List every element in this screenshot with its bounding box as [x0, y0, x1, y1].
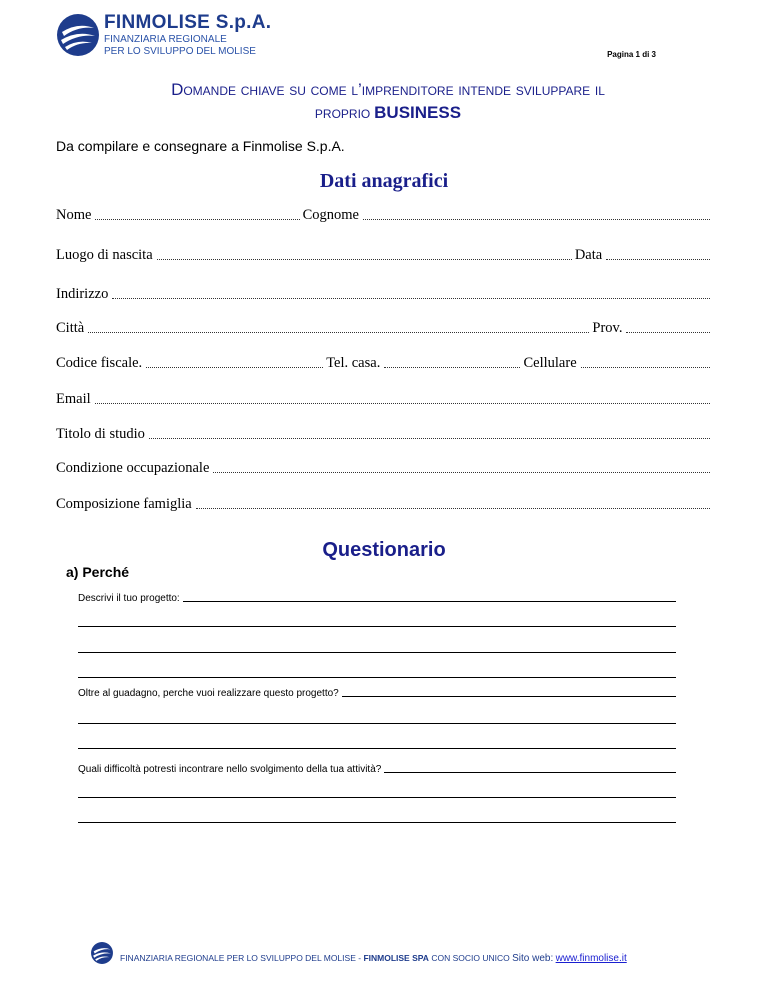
footer-site-label: Sito web: — [512, 953, 554, 964]
famiglia-label: Composizione famiglia — [56, 496, 192, 512]
answer-1-line[interactable] — [183, 601, 676, 602]
question-1-label: Descrivi il tuo progetto: — [78, 593, 180, 604]
indirizzo-label: Indirizzo — [56, 286, 109, 302]
condizione-label: Condizione occupazionale — [56, 460, 210, 476]
footer-spa: FINMOLISE SPA — [363, 953, 429, 963]
footer-text: FINANZIARIA REGIONALE PER LO SVILUPPO DEL MOLISE - — [120, 953, 362, 963]
row-condizione — [56, 457, 713, 477]
question-3 — [78, 759, 676, 775]
company-logo — [56, 12, 100, 58]
row-citta-prov — [56, 317, 713, 337]
logo-name: FINMOLISE S.p.A. — [104, 12, 272, 33]
question-3-label: Quali difficoltà potresti incontrare nello svolgimento della tua attività? — [78, 764, 382, 775]
answer-line[interactable] — [78, 822, 676, 823]
condizione-field[interactable] — [213, 471, 710, 473]
section-a-heading: a) Perché — [66, 564, 130, 580]
row-email — [56, 388, 713, 408]
answer-line[interactable] — [78, 677, 676, 678]
email-label: Email — [56, 391, 91, 407]
section-title-dati: Dati anagrafici — [319, 170, 449, 192]
citta-label: Città — [56, 320, 85, 336]
answer-2-line[interactable] — [342, 696, 676, 697]
title-business: BUSINESS — [374, 103, 462, 122]
luogo-field[interactable] — [157, 258, 572, 260]
cognome-label: Cognome — [302, 207, 359, 223]
prov-label: Prov. — [592, 320, 623, 336]
finmolise-logo-icon — [56, 12, 100, 58]
question-2 — [78, 683, 676, 699]
row-titolo — [56, 423, 713, 443]
footer-socio: CON SOCIO UNICO — [431, 953, 510, 963]
answer-3-line[interactable] — [384, 772, 676, 773]
tel-label: Tel. casa. — [326, 355, 381, 371]
answer-line[interactable] — [78, 626, 676, 627]
question-2-label: Oltre al guadagno, perche vuoi realizzare questo progetto? — [78, 688, 339, 699]
citta-field[interactable] — [88, 331, 589, 333]
cellulare-field[interactable] — [581, 366, 710, 368]
answer-line[interactable] — [78, 652, 676, 653]
document-title — [60, 78, 716, 125]
intro-text: Da compilare e consegnare a Finmolise S.p.A. — [56, 138, 345, 154]
answer-line[interactable] — [78, 723, 676, 724]
cognome-field[interactable] — [363, 218, 710, 220]
title-line-2 — [60, 101, 716, 125]
tel-field[interactable] — [384, 366, 520, 368]
footer-logo-icon — [90, 941, 114, 965]
cellulare-label: Cellulare — [523, 355, 577, 371]
luogo-label: Luogo di nascita — [56, 247, 153, 263]
row-codice-tel-cell — [56, 352, 713, 372]
titolo-field[interactable] — [149, 437, 710, 439]
row-famiglia — [56, 493, 713, 513]
answer-line[interactable] — [78, 797, 676, 798]
famiglia-field[interactable] — [196, 507, 710, 509]
nome-label: Nome — [56, 207, 92, 223]
data-label: Data — [574, 247, 603, 263]
row-luogo-data — [56, 244, 713, 264]
logo-subtitle-2: PER LO SVILUPPO DEL MOLISE — [104, 46, 256, 57]
row-indirizzo — [56, 283, 713, 303]
prov-field[interactable] — [626, 331, 710, 333]
section-title-questionario: Questionario — [322, 539, 446, 561]
indirizzo-field[interactable] — [112, 297, 710, 299]
footer — [120, 953, 627, 964]
nome-field[interactable] — [95, 218, 299, 220]
title-line-1: Domande chiave su come l’imprenditore intende sviluppare il — [171, 80, 605, 99]
codice-field[interactable] — [146, 366, 323, 368]
titolo-label: Titolo di studio — [56, 426, 145, 442]
footer-website-link[interactable]: www.finmolise.it — [555, 953, 627, 964]
email-field[interactable] — [95, 402, 710, 404]
page-number: Pagina 1 di 3 — [607, 50, 656, 59]
data-field[interactable] — [606, 258, 710, 260]
title-proprio: proprio — [314, 103, 371, 122]
row-nome-cognome — [56, 204, 713, 224]
logo-subtitle-1: FINANZIARIA REGIONALE — [104, 34, 227, 45]
question-1 — [78, 588, 676, 604]
codice-label: Codice fiscale. — [56, 355, 143, 371]
answer-line[interactable] — [78, 748, 676, 749]
